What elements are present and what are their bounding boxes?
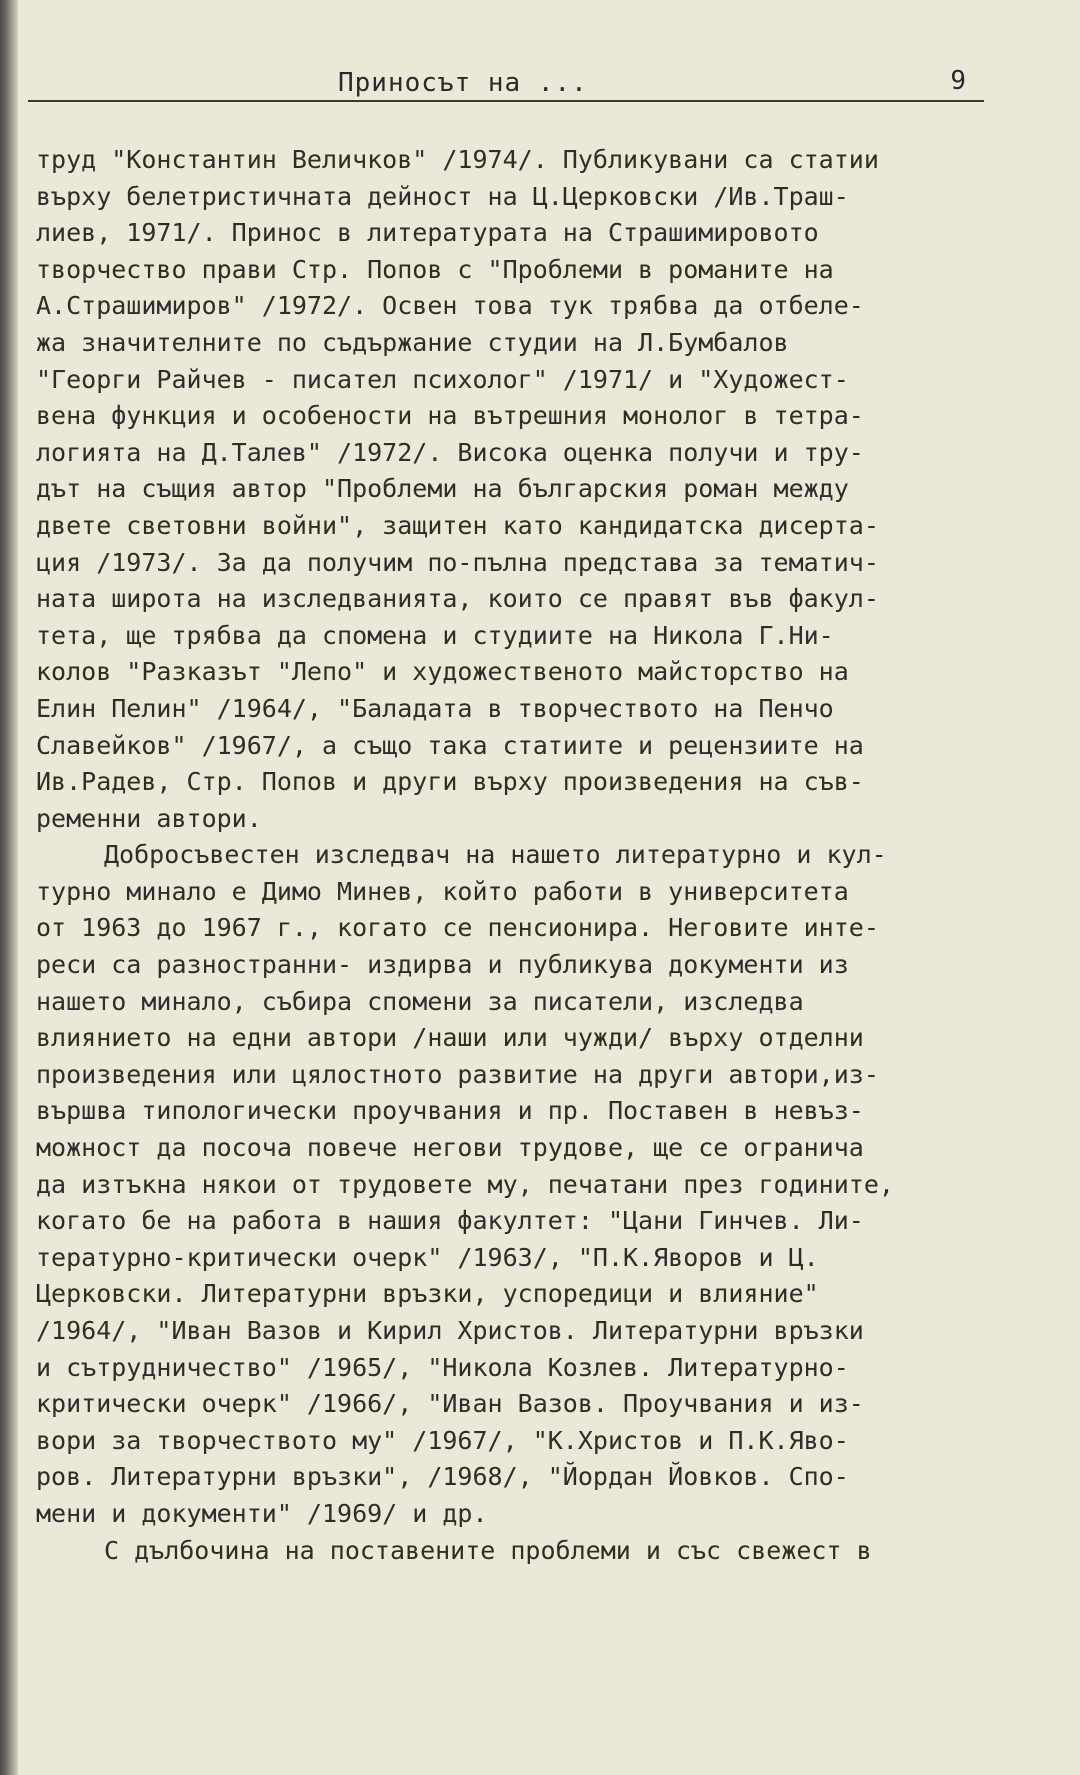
- text-line: творчество прави Стр. Попов с "Проблеми в романите на: [36, 254, 834, 284]
- text-line: тературно-критически очерк" /1963/, "П.К.Яворов и Ц.: [36, 1242, 819, 1272]
- header-rule: [28, 100, 984, 102]
- text-line: Ив.Радев, Стр. Попов и други върху произведения на съв-: [36, 767, 864, 797]
- text-line: вършва типологически проучвания и пр. Поставен в невъз-: [36, 1096, 864, 1126]
- text-line: двете световни войни", защитен като кандидатска дисерта-: [36, 510, 879, 540]
- page-number: 9: [950, 66, 966, 96]
- header-title: Приносът на ...: [338, 68, 588, 98]
- text-line: мени и документи" /1969/ и др.: [36, 1498, 488, 1528]
- binding-edge: [0, 0, 18, 1775]
- text-line: Елин Пелин" /1964/, "Баладата в творчеството на Пенчо: [36, 693, 834, 723]
- text-line: ременни автори.: [36, 803, 262, 833]
- text-line: Церковски. Литературни връзки, успоредици и влияние": [36, 1279, 819, 1309]
- paragraph-first-line: С дълбочина на поставените проблеми и със свежест в: [104, 1535, 872, 1565]
- text-line: дът на същия автор "Проблеми на българския роман между: [36, 474, 849, 504]
- text-line: /1964/, "Иван Вазов и Кирил Христов. Литературни връзки: [36, 1316, 864, 1345]
- text-line: да изтъкна някои от трудовете му, печатани през годините,: [36, 1169, 894, 1199]
- text-line: колов "Разказът "Лепо" и художественото майсторство на: [36, 657, 849, 687]
- text-line: произведения или цялостното развитие на други автори,из-: [36, 1059, 879, 1089]
- text-line: нашето минало, събира спомени за писатели, изследва: [36, 986, 804, 1016]
- paragraph-first-line: Добросъвестен изследвач на нашето литературно и кул-: [104, 840, 887, 870]
- text-line: вена функция и особености на вътрешния монолог в тетра-: [36, 401, 864, 431]
- text-line: жа значителните по съдържание студии на Л.Бумбалов: [36, 327, 789, 357]
- text-line: върху белетристичната дейност на Ц.Церковски /Ив.Траш-: [36, 181, 849, 211]
- text-line: логията на Д.Талев" /1972/. Висока оценка получи и тру-: [36, 437, 864, 467]
- text-line: ната широта на изследванията, които се правят във факул-: [36, 584, 879, 614]
- text-line: можност да посоча повече негови трудове, ще се огранича: [36, 1133, 864, 1163]
- text-line: тета, ще трябва да спомена и студиите на Никола Г.Ни-: [36, 620, 834, 650]
- text-line: вори за творчеството му" /1967/, "К.Христов и П.К.Яво-: [36, 1425, 849, 1455]
- text-line: реси са разностранни- издирва и публикува документи из: [36, 950, 849, 980]
- text-line: турно минало е Димо Минев, който работи в университета: [36, 876, 849, 906]
- text-line: критически очерк" /1966/, "Иван Вазов. Проучвания и из-: [36, 1389, 864, 1419]
- text-line: влиянието на едни автори /наши или чужди/ върху отделни: [36, 1023, 864, 1053]
- body-text: [36, 142, 996, 1569]
- running-header: [28, 64, 984, 104]
- text-line: Славейков" /1967/, а също така статиите и рецензиите на: [36, 730, 864, 760]
- text-line: А.Страшимиров" /1972/. Освен това тук трябва да отбеле-: [36, 291, 864, 321]
- text-line: и сътрудничество" /1965/, "Никола Козлев. Литературно-: [36, 1352, 849, 1382]
- text-line: труд "Константин Величков" /1974/. Публикувани са статии: [36, 145, 879, 174]
- text-line: лиев, 1971/. Принос в литературата на Страшимировото: [36, 218, 819, 248]
- text-line: когато бе на работа в нашия факултет: "Цани Гинчев. Ли-: [36, 1206, 864, 1236]
- text-line: ция /1973/. За да получим по-пълна представа за тематич-: [36, 547, 879, 577]
- text-line: ров. Литературни връзки", /1968/, "Йордан Йовков. Спо-: [36, 1462, 849, 1492]
- text-line: от 1963 до 1967 г., когато се пенсионира. Неговите инте-: [36, 913, 879, 943]
- text-line: "Георги Райчев - писател психолог" /1971/ и "Художест-: [36, 364, 849, 394]
